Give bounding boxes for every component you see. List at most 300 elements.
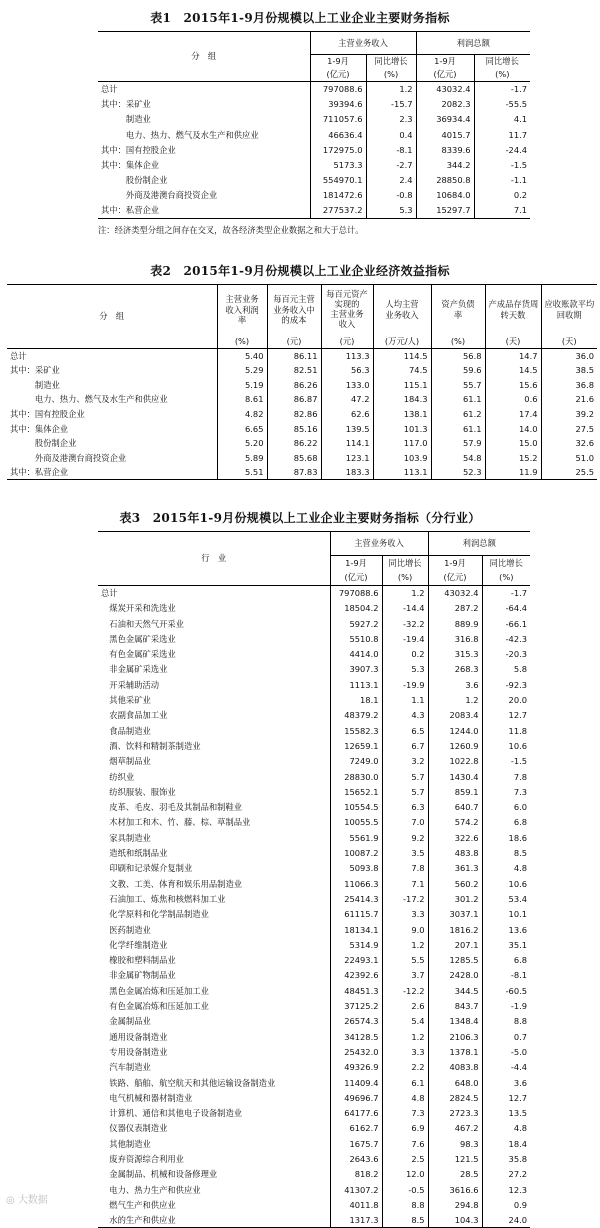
- row-value: 18.6: [508, 832, 528, 843]
- row-value: -60.5: [505, 985, 528, 996]
- row-value: 11.7: [508, 129, 528, 140]
- row-value: 13.6: [508, 924, 528, 935]
- row-value: 5.3: [366, 203, 416, 218]
- row-label: 黑色金属矿采选业: [98, 631, 330, 646]
- row-label: 有色金属矿采选业: [98, 647, 330, 662]
- row-value: 61.1: [431, 421, 485, 436]
- table-row: [98, 1121, 530, 1136]
- row-label: 烟草制品业: [98, 754, 330, 769]
- row-value: 114.5: [373, 349, 431, 364]
- row-label: 外商及港澳台商投资企业: [7, 451, 217, 466]
- table-row: [98, 1075, 530, 1090]
- row-value: 1260.9: [428, 738, 482, 753]
- row-value: 117.0: [373, 436, 431, 451]
- row-value: 344.5: [428, 983, 482, 998]
- row-value: 181472.6: [310, 188, 366, 203]
- row-label: 黑色金属冶炼和压延加工业: [98, 983, 330, 998]
- row-value: -15.7: [366, 97, 416, 112]
- row-value: -92.3: [505, 679, 528, 690]
- table-row: [98, 1029, 530, 1044]
- row-value: 1113.1: [330, 677, 382, 692]
- row-label: 铁路、船舶、航空航天和其他运输设备制造业: [98, 1075, 330, 1090]
- row-value: 8.61: [217, 392, 267, 407]
- row-label: 医药制造业: [98, 922, 330, 937]
- row-value: 86.87: [267, 392, 321, 407]
- row-value: 2083.4: [428, 708, 482, 723]
- row-value: 3.3: [382, 1044, 428, 1059]
- row-value: 87.83: [267, 465, 321, 480]
- row-value: 74.5: [373, 363, 431, 378]
- table2-header-4: 人均主营 业务收入: [373, 285, 431, 335]
- table2-unit-1: (元): [267, 335, 321, 349]
- row-value: 49696.7: [330, 1090, 382, 1105]
- row-value: 4414.0: [330, 647, 382, 662]
- row-value: 15652.1: [330, 784, 382, 799]
- table-row: [7, 421, 597, 436]
- table-row: [98, 1090, 530, 1105]
- row-value: -19.9: [382, 677, 428, 692]
- row-value: 5173.3: [310, 157, 366, 172]
- row-value: 10684.0: [416, 188, 474, 203]
- table-row: [98, 1106, 530, 1121]
- row-value: 48379.2: [330, 708, 382, 723]
- table1-title: 表1 2015年1-9月份规模以上工业企业主要财务指标: [150, 11, 450, 25]
- row-value: 86.26: [267, 378, 321, 393]
- row-label: 汽车制造业: [98, 1060, 330, 1075]
- row-value: -66.1: [505, 618, 528, 629]
- row-value: 11.8: [508, 725, 528, 736]
- row-value: 35.8: [508, 1153, 528, 1164]
- row-value: -20.3: [505, 649, 528, 660]
- table2-header-1: 主营业务 收入利润 率: [217, 285, 267, 335]
- row-value: 9.0: [382, 922, 428, 937]
- row-value: 115.1: [373, 378, 431, 393]
- row-value: 3.5: [382, 846, 428, 861]
- row-value: 1.2: [382, 937, 428, 952]
- row-value: 34128.5: [330, 1029, 382, 1044]
- row-value: 61115.7: [330, 907, 382, 922]
- row-value: 53.4: [508, 893, 528, 904]
- table3-sub-1: 同比增长: [382, 556, 428, 570]
- row-label: 专用设备制造业: [98, 1044, 330, 1059]
- row-label: 造纸和纸制品业: [98, 846, 330, 861]
- row-value: 25414.3: [330, 891, 382, 906]
- row-value: 287.2: [428, 601, 482, 616]
- row-label: 其他制造业: [98, 1136, 330, 1151]
- row-value: 54.8: [431, 451, 485, 466]
- table-row: [98, 1014, 530, 1029]
- row-value: 15.0: [485, 436, 541, 451]
- row-value: 27.5: [575, 423, 594, 434]
- row-label: 制造业: [98, 112, 310, 127]
- row-value: 4.3: [382, 708, 428, 723]
- table-row: [98, 1197, 530, 1212]
- table-row: [98, 1213, 530, 1228]
- table2-unit-5: (天): [485, 335, 541, 349]
- row-value: 6.0: [513, 802, 528, 813]
- row-value: 12.7: [508, 1092, 528, 1103]
- row-label: 化学纤维制造业: [98, 937, 330, 952]
- row-value: 1.2: [382, 1029, 428, 1044]
- row-value: 32.6: [575, 438, 594, 449]
- row-value: 4.8: [513, 863, 528, 874]
- row-value: 36.8: [575, 379, 594, 390]
- row-value: 10.1: [508, 909, 528, 920]
- table2-header-3: 每百元资产 实现的 主营业务 收入: [321, 285, 373, 335]
- row-value: 61.1: [431, 392, 485, 407]
- table3-group-header: 行 业: [98, 532, 330, 586]
- table3-unit-1: (%): [382, 570, 428, 586]
- row-label: 计算机、通信和其他电子设备制造业: [98, 1106, 330, 1121]
- table1-unit-0: (亿元): [310, 68, 366, 82]
- table-row: [98, 815, 530, 830]
- row-value: 268.3: [428, 662, 482, 677]
- row-value: 12.3: [508, 1184, 528, 1195]
- row-value: 104.3: [428, 1213, 482, 1228]
- row-value: 3037.1: [428, 907, 482, 922]
- table-row: [98, 723, 530, 738]
- row-value: 15.2: [485, 451, 541, 466]
- row-value: 0.4: [366, 127, 416, 142]
- row-value: -24.4: [505, 144, 528, 155]
- table1-note: 注：经济类型分组之间存在交叉，故各经济类型企业数据之和大于总计。: [98, 225, 364, 235]
- row-value: 11.9: [485, 465, 541, 480]
- row-value: -42.3: [505, 633, 528, 644]
- row-value: 139.5: [321, 421, 373, 436]
- row-value: 15.6: [485, 378, 541, 393]
- row-value: 10.6: [508, 878, 528, 889]
- row-value: 51.0: [575, 452, 594, 463]
- table-row: [98, 1044, 530, 1059]
- table-row: [98, 1060, 530, 1075]
- row-label: 燃气生产和供应业: [98, 1197, 330, 1212]
- row-value: 316.8: [428, 631, 482, 646]
- table-row: [98, 1136, 530, 1151]
- row-value: 3.6: [513, 1077, 528, 1088]
- row-value: 85.68: [267, 451, 321, 466]
- row-value: 315.3: [428, 647, 482, 662]
- row-value: 640.7: [428, 800, 482, 815]
- row-value: 483.8: [428, 846, 482, 861]
- table2-title: 表2 2015年1-9月份规模以上工业企业经济效益指标: [150, 264, 450, 278]
- row-value: 82.51: [267, 363, 321, 378]
- row-value: 46636.4: [310, 127, 366, 142]
- row-value: 3616.6: [428, 1182, 482, 1197]
- row-value: 8.8: [382, 1197, 428, 1212]
- row-value: 57.9: [431, 436, 485, 451]
- table-row: [98, 693, 530, 708]
- row-value: 5927.2: [330, 616, 382, 631]
- row-value: 37125.2: [330, 999, 382, 1014]
- row-value: 113.1: [373, 465, 431, 480]
- table2-header-7: 应收账款平均 回收期: [544, 299, 595, 320]
- table-row: [7, 349, 597, 364]
- row-value: -1.7: [510, 84, 528, 95]
- row-value: 1.2: [428, 693, 482, 708]
- row-value: 3.2: [382, 754, 428, 769]
- table-row: [98, 97, 530, 112]
- table1-group-header: 分 组: [98, 32, 310, 82]
- table-row: [7, 392, 597, 407]
- row-label: 非金属矿物制品业: [98, 968, 330, 983]
- row-value: 5.4: [382, 1014, 428, 1029]
- row-value: 48451.3: [330, 983, 382, 998]
- row-value: 1430.4: [428, 769, 482, 784]
- row-value: 5561.9: [330, 830, 382, 845]
- row-value: -55.5: [505, 99, 528, 110]
- row-value: 172975.0: [310, 142, 366, 157]
- table-row: [98, 82, 530, 97]
- table-row: [98, 891, 530, 906]
- row-value: -19.4: [382, 631, 428, 646]
- row-value: 6.3: [382, 800, 428, 815]
- table1-unit-2: (亿元): [416, 68, 474, 82]
- row-value: 59.6: [431, 363, 485, 378]
- row-value: 25.5: [575, 467, 594, 478]
- row-value: 2824.5: [428, 1090, 482, 1105]
- table2-header-5: 资产负债 率: [431, 285, 485, 335]
- row-value: 56.8: [431, 349, 485, 364]
- row-label: 通用设备制造业: [98, 1029, 330, 1044]
- row-value: 8.5: [382, 1213, 428, 1228]
- row-value: 86.22: [267, 436, 321, 451]
- row-value: 7.1: [382, 876, 428, 891]
- row-value: 12659.1: [330, 738, 382, 753]
- row-value: 843.7: [428, 999, 482, 1014]
- row-value: 10.6: [508, 740, 528, 751]
- row-value: 11066.3: [330, 876, 382, 891]
- row-value: 3907.3: [330, 662, 382, 677]
- table-row: [7, 451, 597, 466]
- row-value: 5.20: [217, 436, 267, 451]
- table-row: [98, 1167, 530, 1182]
- table-row: [98, 907, 530, 922]
- table-row: [98, 1151, 530, 1166]
- table2-unit-3: (万元/人): [373, 335, 431, 349]
- row-label: 酒、饮料和精制茶制造业: [98, 738, 330, 753]
- row-value: 889.9: [428, 616, 482, 631]
- row-value: 101.3: [373, 421, 431, 436]
- table3-sub-2: 1-9月: [428, 556, 482, 570]
- table1: [98, 31, 530, 219]
- table1-sub-1: 同比增长: [366, 55, 416, 68]
- table-row: [7, 436, 597, 451]
- table3-unit-3: (%): [499, 572, 514, 583]
- row-value: 39.2: [575, 409, 594, 420]
- table-row: [98, 953, 530, 968]
- table-row: [7, 378, 597, 393]
- row-value: -0.8: [366, 188, 416, 203]
- table-row: [98, 983, 530, 998]
- row-value: 3.3: [382, 907, 428, 922]
- row-value: 2643.6: [330, 1151, 382, 1166]
- row-value: 711057.6: [310, 112, 366, 127]
- row-value: 86.11: [267, 349, 321, 364]
- table-row: [98, 861, 530, 876]
- row-value: 554970.1: [310, 173, 366, 188]
- table2-header-6: 产成品存货周 转天数: [485, 285, 541, 335]
- table-row: [98, 647, 530, 662]
- row-value: 28850.8: [416, 173, 474, 188]
- table-row: [98, 846, 530, 861]
- row-label: 皮革、毛皮、羽毛及其制品和制鞋业: [98, 800, 330, 815]
- row-label: 电气机械和器材制造业: [98, 1090, 330, 1105]
- row-value: 5.89: [217, 451, 267, 466]
- row-label: 外商及港澳台商投资企业: [98, 188, 310, 203]
- row-value: -8.1: [510, 970, 528, 981]
- watermark: ◎ 大数据: [6, 1195, 48, 1206]
- row-value: 183.3: [321, 465, 373, 480]
- row-value: -64.4: [505, 603, 528, 614]
- row-value: 43032.4: [416, 82, 474, 97]
- row-value: 103.9: [373, 451, 431, 466]
- row-value: 797088.6: [310, 82, 366, 97]
- row-label: 农副食品加工业: [98, 708, 330, 723]
- row-value: 5.29: [217, 363, 267, 378]
- row-label: 文教、工美、体育和娱乐用品制造业: [98, 876, 330, 891]
- row-label: 股份制企业: [98, 173, 310, 188]
- table2-header-2: 每百元主营 业务收入中 的成本: [267, 285, 321, 335]
- row-value: 5093.8: [330, 861, 382, 876]
- row-value: 5.3: [382, 662, 428, 677]
- row-value: 14.0: [485, 421, 541, 436]
- row-label: 废弃资源综合利用业: [98, 1151, 330, 1166]
- row-value: 7.8: [382, 861, 428, 876]
- row-value: 4.8: [382, 1090, 428, 1105]
- row-label: 其中：国有控股企业: [7, 407, 217, 422]
- row-value: -2.7: [366, 157, 416, 172]
- row-value: -5.0: [510, 1046, 528, 1057]
- table-row: [7, 407, 597, 422]
- row-value: 1816.2: [428, 922, 482, 937]
- row-value: -1.7: [510, 588, 528, 599]
- row-value: 5.8: [513, 664, 528, 675]
- table-row: [98, 876, 530, 891]
- table-row: [98, 968, 530, 983]
- row-value: 36934.4: [416, 112, 474, 127]
- row-value: 1244.0: [428, 723, 482, 738]
- row-value: 1.2: [382, 586, 428, 601]
- row-value: 0.2: [513, 190, 528, 201]
- row-label: 纺织业: [98, 769, 330, 784]
- row-value: 277537.2: [310, 203, 366, 218]
- row-value: 42392.6: [330, 968, 382, 983]
- row-value: 2.2: [382, 1060, 428, 1075]
- row-value: 2428.0: [428, 968, 482, 983]
- row-label: 木材加工和木、竹、藤、棕、草制品业: [98, 815, 330, 830]
- row-value: -1.9: [510, 1001, 528, 1012]
- row-value: -14.4: [382, 601, 428, 616]
- row-value: 20.0: [508, 695, 528, 706]
- row-value: 25432.0: [330, 1044, 382, 1059]
- row-value: 322.6: [428, 830, 482, 845]
- row-value: 207.1: [428, 937, 482, 952]
- row-value: 301.2: [428, 891, 482, 906]
- row-value: 5.7: [382, 784, 428, 799]
- row-value: 7.1: [513, 205, 528, 216]
- row-value: 121.5: [428, 1151, 482, 1166]
- table3-profit-header: 利润总额: [428, 532, 530, 556]
- row-label: 总计: [98, 82, 310, 97]
- row-value: 4083.8: [428, 1060, 482, 1075]
- table-row: [98, 800, 530, 815]
- row-value: 2.5: [382, 1151, 428, 1166]
- row-value: 574.2: [428, 815, 482, 830]
- row-value: 8339.6: [416, 142, 474, 157]
- row-value: 2106.3: [428, 1029, 482, 1044]
- table-row: [98, 708, 530, 723]
- row-label: 金属制品业: [98, 1014, 330, 1029]
- table-row: [98, 127, 530, 142]
- table-row: [98, 586, 530, 601]
- row-value: 17.4: [485, 407, 541, 422]
- row-label: 其中：集体企业: [7, 421, 217, 436]
- table-row: [98, 662, 530, 677]
- row-value: 648.0: [428, 1075, 482, 1090]
- row-value: 26574.3: [330, 1014, 382, 1029]
- row-value: 0.2: [382, 647, 428, 662]
- row-label: 制造业: [7, 378, 217, 393]
- table3-sub-0: 1-9月: [330, 556, 382, 570]
- row-label: 非金属矿采选业: [98, 662, 330, 677]
- row-value: 1285.5: [428, 953, 482, 968]
- row-value: 114.1: [321, 436, 373, 451]
- row-value: 64177.6: [330, 1106, 382, 1121]
- table-row: [98, 188, 530, 203]
- row-label: 股份制企业: [7, 436, 217, 451]
- row-value: 1022.8: [428, 754, 482, 769]
- table-row: [98, 754, 530, 769]
- row-label: 电力、热力、燃气及水生产和供应业: [98, 127, 310, 142]
- row-label: 有色金属冶炼和压延加工业: [98, 999, 330, 1014]
- row-value: 1317.3: [330, 1213, 382, 1228]
- row-value: -0.5: [382, 1182, 428, 1197]
- row-value: 18.4: [508, 1138, 528, 1149]
- row-value: 10554.5: [330, 800, 382, 815]
- row-value: 18504.2: [330, 601, 382, 616]
- row-value: 28830.0: [330, 769, 382, 784]
- row-value: 18.1: [330, 693, 382, 708]
- row-value: 28.5: [428, 1167, 482, 1182]
- table-row: [98, 203, 530, 218]
- row-value: 13.5: [508, 1108, 528, 1119]
- table2-unit-6: (天): [561, 336, 577, 347]
- row-value: 2082.3: [416, 97, 474, 112]
- row-value: -4.4: [510, 1062, 528, 1073]
- row-value: 797088.6: [330, 586, 382, 601]
- row-value: 49326.9: [330, 1060, 382, 1075]
- row-value: 113.3: [321, 349, 373, 364]
- row-label: 其中：国有控股企业: [98, 142, 310, 157]
- row-value: 10087.2: [330, 846, 382, 861]
- row-value: 1.2: [366, 82, 416, 97]
- row-value: 361.3: [428, 861, 482, 876]
- table1-revenue-header: 主营业务收入: [310, 32, 416, 55]
- row-value: 1.1: [382, 693, 428, 708]
- row-value: 15582.3: [330, 723, 382, 738]
- row-value: 138.1: [373, 407, 431, 422]
- row-value: 3.7: [382, 968, 428, 983]
- row-value: 52.3: [431, 465, 485, 480]
- table-row: [7, 465, 597, 480]
- row-label: 水的生产和供应业: [98, 1213, 330, 1228]
- row-value: 39394.6: [310, 97, 366, 112]
- row-label: 电力、热力生产和供应业: [98, 1182, 330, 1197]
- row-value: 38.5: [575, 365, 594, 376]
- row-value: -8.1: [366, 142, 416, 157]
- table-row: [98, 922, 530, 937]
- row-label: 其中：集体企业: [98, 157, 310, 172]
